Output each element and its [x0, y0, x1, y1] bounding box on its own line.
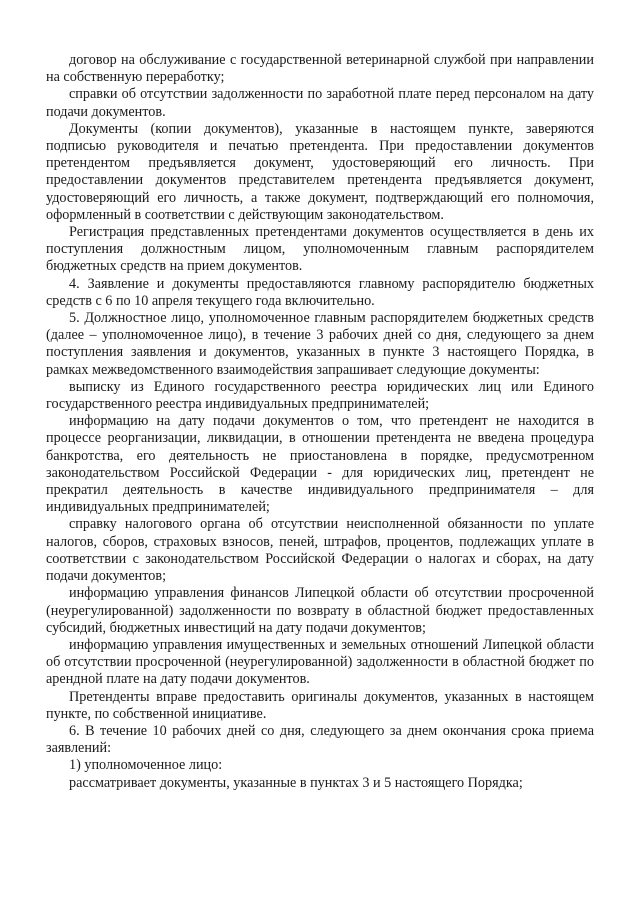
paragraph: справку налогового органа об отсутствии неисполненной обязанности по уплате налогов, сборов, страховых взносов, пеней, штрафов, процентов, подлежащих уплате в соответствии с законодательством Российской Федерации о налогах и сборах, на дату подачи документов;: [46, 516, 594, 585]
paragraph: 1) уполномоченное лицо:: [69, 757, 223, 774]
paragraph: информацию управления имущественных и земельных отношений Липецкой области об отсутствии просроченной (неурегулированной) задолженности в областной бюджет по арендной плате на дату подачи документов.: [46, 636, 594, 688]
paragraph: Претенденты вправе предоставить оригиналы документов, указанных в настоящем пункте, по собственной инициативе.: [46, 688, 594, 722]
paragraph: 4. Заявление и документы предоставляются главному распорядителю бюджетных средств с 6 по 10 апреля текущего года включительно.: [46, 275, 594, 309]
paragraph: информацию на дату подачи документов о том, что претендент не находится в процессе реорганизации, ликвидации, в отношении претендента не введена процедура банкротства, его деятельность не приостановлена в порядке, предусмотренном законодательством Российской Федерации - для юридических лиц, претендент не прекратил деятельность в качестве индивидуального предпринимателя – для индивидуальных предпринимателей;: [46, 413, 594, 516]
paragraph: 5. Должностное лицо, уполномоченное главным распорядителем бюджетных средств (далее – уполномоченное лицо), в течение 3 рабочих дней со дня, следующего за днем поступления заявления и документов, указанных в пункте 3 настоящего Порядка, в рамках межведомственного взаимодействия запрашивает следующие документы:: [46, 310, 594, 378]
paragraph: рассматривает документы, указанные в пунктах 3 и 5 настоящего Порядка;: [69, 774, 523, 791]
document-body: [46, 52, 594, 792]
paragraph: 6. В течение 10 рабочих дней со дня, следующего за днем окончания срока приема заявлений:: [46, 722, 594, 757]
paragraph: Документы (копии документов), указанные в настоящем пункте, заверяются подписью руководителя и печатью претендента. При предоставлении документов претендентом предъявляется документ, удостоверяющий его личность. При предоставлении документов представителем претендента предъявляется документ, удостоверяющий его личность, а также документ, подтверждающий его полномочия, оформленный в соответствии с действующим законодательством.: [46, 120, 594, 223]
paragraph: Регистрация представленных претендентами документов осуществляется в день их поступления должностным лицом, уполномоченным главным распорядителем бюджетных средств на прием документов.: [46, 224, 594, 275]
paragraph: справки об отсутствии задолженности по заработной плате перед персоналом на дату подачи документов.: [46, 86, 594, 120]
paragraph: договор на обслуживание с государственной ветеринарной службой при направлении на собственную переработку;: [46, 52, 594, 86]
paragraph: информацию управления финансов Липецкой области об отсутствии просроченной (неурегулированной) задолженности по возврату в областной бюджет предоставленных субсидий, бюджетных инвестиций на дату подачи документов;: [46, 585, 594, 636]
paragraph: выписку из Единого государственного реестра юридических лиц или Единого государственного реестра индивидуальных предпринимателей;: [46, 378, 594, 413]
